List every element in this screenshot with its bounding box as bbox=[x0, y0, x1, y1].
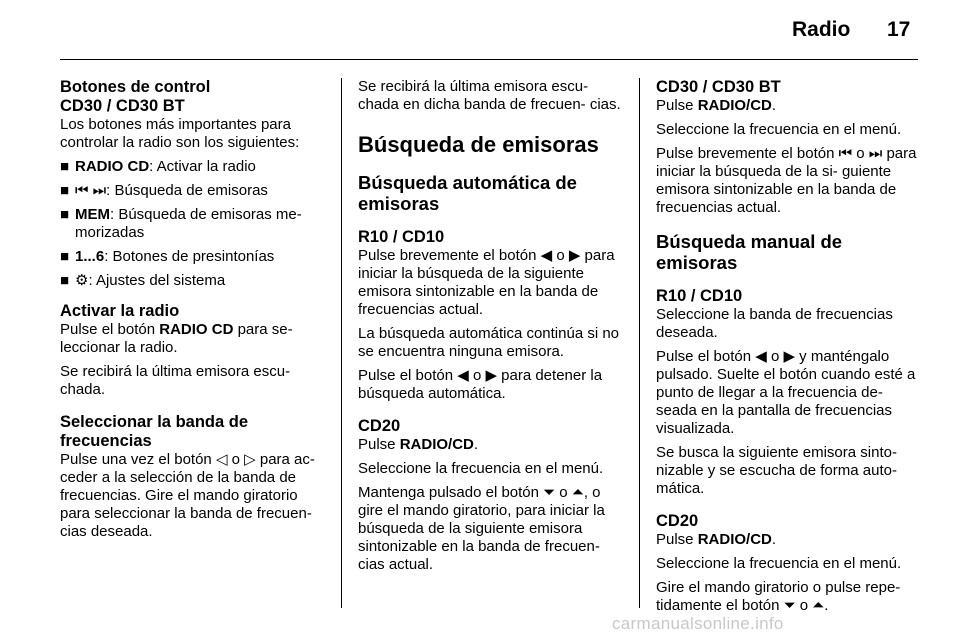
heading-cd30: CD30 / CD30 BT bbox=[656, 78, 781, 96]
bullet-icon: ■ bbox=[60, 158, 70, 175]
button-name: RADIO CD bbox=[159, 321, 234, 338]
text: . bbox=[473, 436, 479, 453]
paragraph bbox=[656, 97, 924, 115]
button-name: RADIO/CD bbox=[399, 436, 474, 453]
list-item bbox=[60, 206, 328, 242]
heading-activate-radio: Activar la radio bbox=[60, 302, 180, 320]
list-item bbox=[60, 182, 328, 200]
text: Pulse bbox=[656, 97, 698, 114]
text: . bbox=[771, 97, 777, 114]
column-divider-2 bbox=[639, 78, 640, 608]
paragraph: Pulse el botón ◀ o ▶ para detener la búsqueda automática. bbox=[358, 367, 603, 402]
paragraph: La búsqueda automática continúa si no se encuentra ninguna emisora. bbox=[358, 325, 620, 360]
text: para se- leccionar la radio. bbox=[60, 321, 293, 356]
bullet-icon: ■ bbox=[60, 272, 70, 289]
column-3 bbox=[656, 78, 924, 621]
list-text: : Búsqueda de emisoras me- morizadas bbox=[75, 206, 302, 241]
text: . bbox=[771, 531, 777, 548]
button-name: RADIO CD bbox=[75, 158, 150, 175]
heading-r10-cd10: R10 / CD10 bbox=[656, 287, 743, 305]
list-item bbox=[60, 158, 328, 176]
bullet-icon: ■ bbox=[60, 182, 70, 199]
heading-station-search: Búsqueda de emisoras bbox=[358, 132, 599, 157]
seek-icon: ⏮ ⏭ bbox=[75, 182, 107, 199]
paragraph: Se recibirá la última emisora escu- chada en dicha banda de frecuen- cias. bbox=[358, 78, 621, 113]
list-text: : Ajustes del sistema bbox=[88, 272, 226, 289]
button-name: RADIO/CD bbox=[697, 531, 772, 548]
paragraph bbox=[656, 531, 924, 549]
paragraph bbox=[60, 321, 328, 357]
paragraph bbox=[358, 436, 626, 454]
list-text: : Botones de presintonías bbox=[104, 248, 275, 265]
paragraph: Pulse una vez el botón ◁ o ▷ para ac- ceder a la selección de la banda de frecuencias. Gire el mando giratorio para seleccionar la banda de frecuen- cias deseada. bbox=[60, 451, 315, 540]
paragraph: Se recibirá la última emisora escu- chada. bbox=[60, 363, 291, 398]
paragraph: Seleccione la frecuencia en el menú. bbox=[656, 121, 902, 138]
paragraph: Pulse el botón ◀ o ▶ y manténgalo pulsado. Suelte el botón cuando esté a punto de llegar a la frecuencia de- seada en la pantalla de frecuencias visualizada. bbox=[656, 348, 916, 437]
paragraph: Seleccione la frecuencia en el menú. bbox=[656, 555, 902, 572]
page-title: Radio bbox=[792, 18, 851, 41]
paragraph: Seleccione la banda de frecuencias deseada. bbox=[656, 306, 893, 341]
heading-control-buttons: Botones de control bbox=[60, 78, 211, 96]
column-2 bbox=[358, 78, 626, 580]
paragraph: Mantenga pulsado el botón ⏷ o ⏶, o gire el mando giratorio, para iniciar la búsqueda de la siguiente emisora sintonizable en la banda de frecuen- cias actual. bbox=[358, 484, 605, 573]
page-number: 17 bbox=[887, 18, 911, 41]
text: Pulse bbox=[358, 436, 400, 453]
intro-text: Los botones más importantes para controlar la radio son los siguientes: bbox=[60, 116, 300, 151]
heading-cd20: CD20 bbox=[656, 512, 699, 530]
column-divider-1 bbox=[341, 78, 342, 608]
bullet-icon: ■ bbox=[60, 206, 70, 223]
bullet-icon: ■ bbox=[60, 248, 70, 265]
list-text: : Búsqueda de emisoras bbox=[106, 182, 268, 199]
heading-manual-search: Búsqueda manual de emisoras bbox=[656, 231, 843, 273]
heading-cd20: CD20 bbox=[358, 417, 401, 435]
paragraph: Pulse brevemente el botón ◀ o ▶ para iniciar la búsqueda de la siguiente emisora sintonizable en la banda de frecuencias actual. bbox=[358, 247, 615, 318]
paragraph: Se busca la siguiente emisora sinto- nizable y se escucha de forma auto- mática. bbox=[656, 444, 897, 497]
heading-auto-search: Búsqueda automática de emisoras bbox=[358, 172, 577, 214]
list-text: : Activar la radio bbox=[149, 158, 256, 175]
text: Pulse el botón bbox=[60, 321, 160, 338]
heading-cd30: CD30 / CD30 BT bbox=[60, 97, 185, 115]
header-rule bbox=[60, 59, 918, 60]
watermark: carmanualsonline.info bbox=[612, 614, 784, 633]
list-item bbox=[60, 248, 328, 266]
paragraph: Seleccione la frecuencia en el menú. bbox=[358, 460, 604, 477]
text: Pulse bbox=[656, 531, 698, 548]
button-name: MEM bbox=[75, 206, 110, 223]
button-name: 1...6 bbox=[75, 248, 105, 265]
page-header bbox=[0, 0, 960, 60]
heading-r10-cd10: R10 / CD10 bbox=[358, 228, 445, 246]
paragraph: Gire el mando giratorio o pulse repe- tidamente el botón ⏷ o ⏶. bbox=[656, 579, 901, 614]
paragraph: Pulse brevemente el botón ⏮ o ⏭ para iniciar la búsqueda de la si- guiente emisora sintonizable en la banda de frecuencias actual. bbox=[656, 145, 917, 216]
heading-select-band: Seleccionar la banda de frecuencias bbox=[60, 413, 248, 450]
settings-icon: ⚙ bbox=[75, 272, 89, 289]
list-item bbox=[60, 272, 328, 290]
button-name: RADIO/CD bbox=[697, 97, 772, 114]
column-1 bbox=[60, 78, 328, 547]
